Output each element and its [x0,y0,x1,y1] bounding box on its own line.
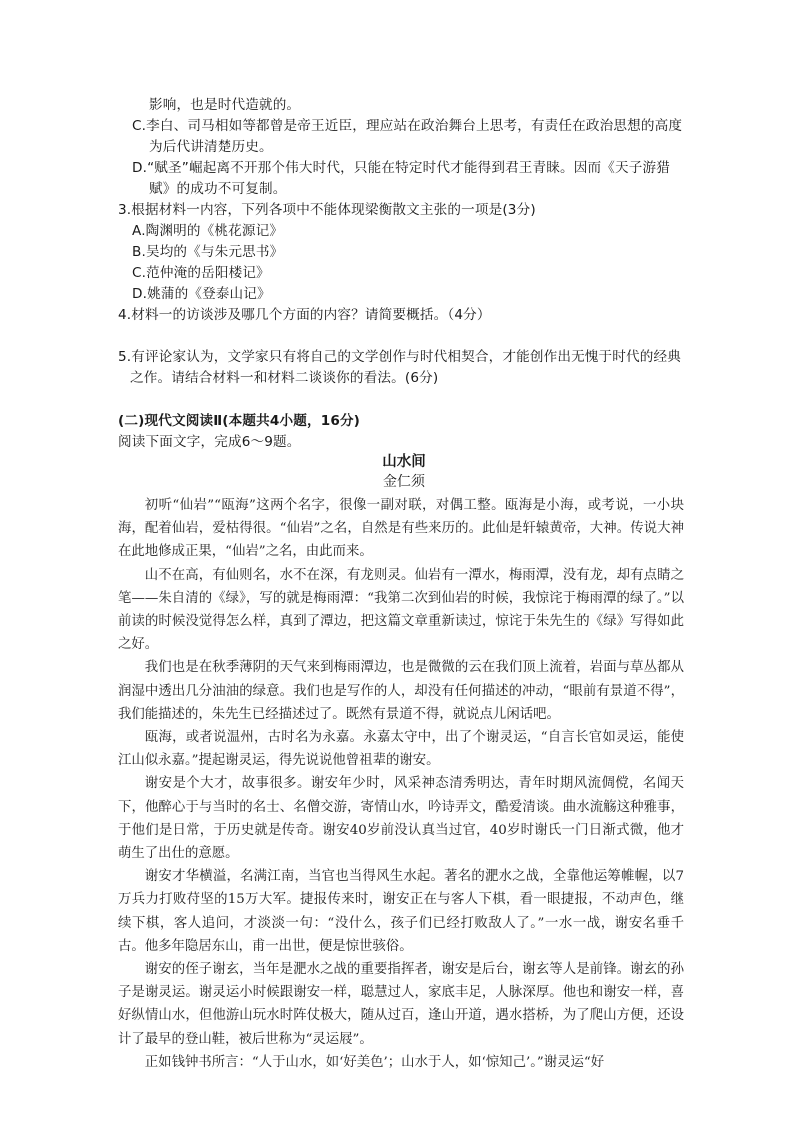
article-paragraph: 谢安才华横溢，名满江南，当官也当得风生水起。著名的淝水之战，全靠他运筹帷幄，以7万兵力打败苻坚的15万大军。捷报传来时，谢安正在与客人下棋，看一眼捷报，不动声色，继续下棋，客人追问，才淡淡一句：“没什么，孩子们已经打败敌人了。”一水一战，谢安名垂千古。他多年隐居东山，甫一出世，便是惊世骇俗。 [118,869,684,954]
article-paragraph: 瓯海，或者说温州，古时名为永嘉。永嘉太守中，出了个谢灵运，“自言长官如灵运，能使江山似永嘉。”提起谢灵运，得先说说他曾祖辈的谢安。 [118,730,684,769]
question-3-option-d: D.姚蒲的《登泰山记》 [132,286,271,302]
article-paragraph: 正如钱钟书所言：“人于山水，如‘好美色’；山水于人，如‘惊知己’。”谢灵运“好 [144,1054,605,1070]
article-paragraph: 我们也是在秋季薄阴的天气来到梅雨潭边，也是微微的云在我们顶上流着，岩面与草丛都从润湿中透出几分油油的绿意。我们也是写作的人，却没有任何描述的冲动，“眼前有景道不得”，我们能描述的，朱先生已经描述过了。既然有景道不得，就说点儿闲话吧。 [118,660,684,722]
option-b-continuation: 影响，也是时代造就的。 [149,97,301,113]
section-instruction: 阅读下面文字，完成6～9题。 [118,434,301,450]
question-3: 3.根据材料一内容，下列各项中不能体现梁衡散文主张的一项是(3分) [118,202,536,218]
article-title: 山水间 [382,454,426,470]
option-d: D.“赋圣”崛起离不开那个伟大时代，只能在特定时代才能得到君王青睐。因而《天子游猎赋》的成功不可复制。 [132,160,670,197]
question-3-option-b: B.吴均的《与朱元思书》 [132,244,284,260]
option-c: C.李白、司马相如等都曾是帝王近臣，理应站在政治舞台上思考，有责任在政治思想的高度为后代讲清楚历史。 [132,118,683,155]
questions-block [118,95,690,453]
article-paragraph: 谢安的侄子谢玄，当年是淝水之战的重要指挥者，谢安是后台，谢玄等人是前锋。谢玄的孙子是谢灵运。谢灵运小时候跟谢安一样，聪慧过人，家底丰足，人脉深厚。他也和谢安一样，喜好纵情山水，但他游山玩水时阵仗极大，随从过百，逢山开道，遇水搭桥，为了爬山方便，还设计了最早的登山鞋，被后世称为“灵运屐”。 [118,962,684,1047]
question-4: 4.材料一的访谈涉及哪几个方面的内容？请简要概括。（4分） [118,307,491,323]
article-paragraph: 山不在高，有仙则名，水不在深，有龙则灵。仙岩有一潭水，梅雨潭，没有龙，却有点睛之笔——朱自清的《绿》，写的就是梅雨潭：“我第二次到仙岩的时候，我惊诧于梅雨潭的绿了。”以前读的时候没觉得怎么样，真到了潭边，把这篇文章重新读过，惊诧于朱先生的《绿》写得如此之好。 [118,567,684,653]
article-paragraph: 初听“仙岩”“瓯海”这两个名字，很像一副对联，对偶工整。瓯海是小海，或考说，一小块海，配着仙岩，爱枯得很。“仙岩”之名，自然是有些来历的。此仙是轩辕黄帝，大神。传说大神在此地修成正果，“仙岩”之名，由此而来。 [118,498,684,560]
article-author: 金仁须 [383,474,425,490]
question-5: 5.有评论家认为，文学家只有将自己的文学创作与时代相契合，才能创作出无愧于时代的经典之作。请结合材料一和材料二谈谈你的看法。(6分) [118,349,682,386]
question-3-option-c: C.范仲淹的岳阳楼记》 [132,265,270,281]
article-body [118,494,684,1074]
article-paragraph: 谢安是个大才，故事很多。谢安年少时，风采神态清秀明达，青年时期风流倜傥，名闻天下，他醉心于与当时的名士、名僧交游，寄情山水，吟诗弄文，酷爱清谈。曲水流觞这种雅事，于他们是日常，于历史就是传奇。谢安40岁前没认真当过官，40岁时谢氏一门日渐式微，他才萌生了出仕的意愿。 [118,776,684,862]
question-3-option-a: A.陶渊明的《桃花源记》 [132,223,284,239]
section-title: (二)现代文阅读Ⅱ(本题共4小题，16分) [118,413,361,429]
